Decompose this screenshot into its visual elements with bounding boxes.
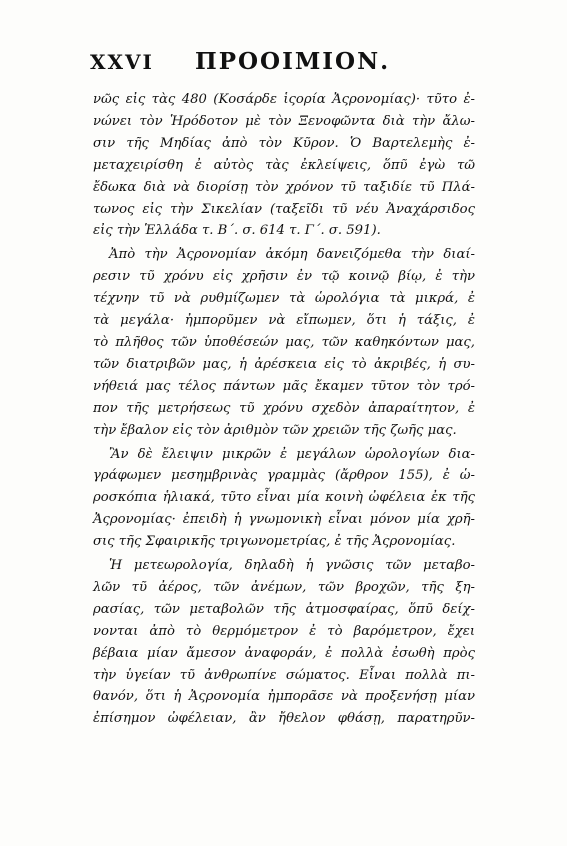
text-line: νώνει τὸν Ἡρόδοτον μὲ τὸν Ξενοφῶντα διὰ τὴν ἄλω- bbox=[93, 113, 475, 129]
page-number: XXVI bbox=[90, 50, 154, 74]
text-line: λῶν τῦ ἀέρος, τῶν ἀνέμων, τῶν βροχῶν, τῆς ξη- bbox=[93, 579, 475, 595]
text-line: νήθειά μας τέλος πάντων μᾶς ἔκαμεν τῦτον τὸν τρό- bbox=[93, 378, 475, 394]
text-line: Ἂν δὲ ἔλειψιν μικρῶν ἐ μεγάλων ὡρολογίων δια- bbox=[109, 446, 475, 462]
text-line: τέχνην τῦ νὰ ρυθμίζωμεν τὰ ὡρολόγια τὰ μικρά, ἐ bbox=[93, 291, 475, 307]
text-line: ἐπίσημον ὠφέλειαν, ἂν ἤθελον φθάσῃ, παρατηρῦν- bbox=[93, 711, 475, 727]
text-line: πον τῆς μετρήσεως τῦ χρόνυ σχεδὸν ἀπαραίτητον, ἐ bbox=[93, 400, 475, 416]
text-line: τὸ πλῆθος τῶν ὑποθέσεών μας, τῶν καθηκόντων μας, bbox=[93, 334, 475, 350]
text-line: σις τῆς Σφαιρικῆς τριγωνομετρίας, ἐ τῆς Ἀςρονομίας. bbox=[93, 534, 456, 550]
text-line: βέβαια μίαν ἄμεσον ἀναφοράν, ἐ πολλὰ ἐσωθὴ πρὸς bbox=[93, 645, 475, 661]
text-line: νονται ἀπὸ τὸ θερμόμετρον ἐ τὸ βαρόμετρον, ἔχει bbox=[93, 623, 475, 639]
paragraph-4 bbox=[93, 555, 475, 730]
running-title: ΠΡΟΟΙΜΙΟΝ. bbox=[195, 48, 391, 75]
text-line: Ἀπὸ τὴν Ἀςρονομίαν ἀκόμη δανειζόμεθα τὴν διαί- bbox=[109, 247, 475, 263]
paragraph-1 bbox=[93, 89, 475, 242]
text-line: ἔδωκα διὰ νὰ διορίσῃ τὸν χρόνον τῦ ταξιδίε τῦ Πλά- bbox=[93, 179, 475, 195]
page-header bbox=[90, 50, 475, 80]
text-line: Ἀςρονομίας· ἐπειδὴ ἡ γνωμονικὴ εἶναι μόνον μία χρῆ- bbox=[93, 512, 475, 528]
text-line: ρασίας, τῶν μεταβολῶν τῆς ἀτμοσφαίρας, ὅπῦ δείχ- bbox=[93, 601, 475, 617]
text-line: τὰ μεγάλα· ἠμπορῦμεν νὰ εἴπωμεν, ὅτι ἡ τάξις, ἐ bbox=[93, 313, 475, 329]
text-line: μεταχειρίσθη ἐ αὐτὸς τὰς ἐκλείψεις, ὅπῦ ἐγὼ τῶ bbox=[93, 157, 475, 173]
text-line: Ἡ μετεωρολογία, δηλαδὴ ἡ γνῶσις τῶν μεταβο- bbox=[109, 558, 475, 574]
text-line: θανόν, ὅτι ἡ Ἀςρονομία ἠμπορᾶσε νὰ προξενήσῃ μίαν bbox=[93, 689, 475, 705]
text-line: ροσκόπια ἡλιακά, τῦτο εἶναι μία κοινὴ ὠφέλεια ἐκ τῆς bbox=[93, 490, 475, 506]
text-line: τωνος εἰς τὴν Σικελίαν (ταξεῖδι τῦ νέυ Ἀναχάρσιδος bbox=[93, 201, 475, 217]
text-line: σιν τῆς Μηδίας ἀπὸ τὸν Κῦρον. Ὁ Βαρτελεμὴς ἐ- bbox=[93, 135, 475, 151]
paragraph-3 bbox=[93, 444, 475, 554]
paragraph-2 bbox=[93, 244, 475, 441]
text-line: τὴν ἔβαλον εἰς τὸν ἀριθμὸν τῶν χρειῶν τῆς ζωῆς μας. bbox=[93, 422, 457, 438]
text-line: γράφωμεν μεσημβρινὰς γραμμὰς (ἄρθρον 155), ἐ ὡ- bbox=[93, 468, 475, 484]
text-line: ρεσιν τῦ χρόνυ εἰς χρῆσιν ἐν τῷ κοινῷ βίῳ, ἐ τὴν bbox=[93, 269, 475, 285]
text-line: νῶς εἰς τὰς 480 (Κοσάρδε ἱςορία Ἀςρονομίας)· τῦτο ἐ- bbox=[93, 92, 475, 107]
body-text bbox=[93, 89, 475, 730]
text-line: τῶν διατριβῶν μας, ἡ ἀρέσκεια εἰς τὸ ἀκριβές, ἡ συ- bbox=[93, 356, 475, 372]
text-line: τὴν ὑγείαν τῦ ἀνθρωπίνε σώματος. Εἶναι πολλὰ πι- bbox=[93, 667, 475, 683]
text-line: εἰς τὴν Ἑλλάδα τ. Β΄. σ. 614 τ. Γ΄. σ. 591). bbox=[93, 223, 381, 239]
